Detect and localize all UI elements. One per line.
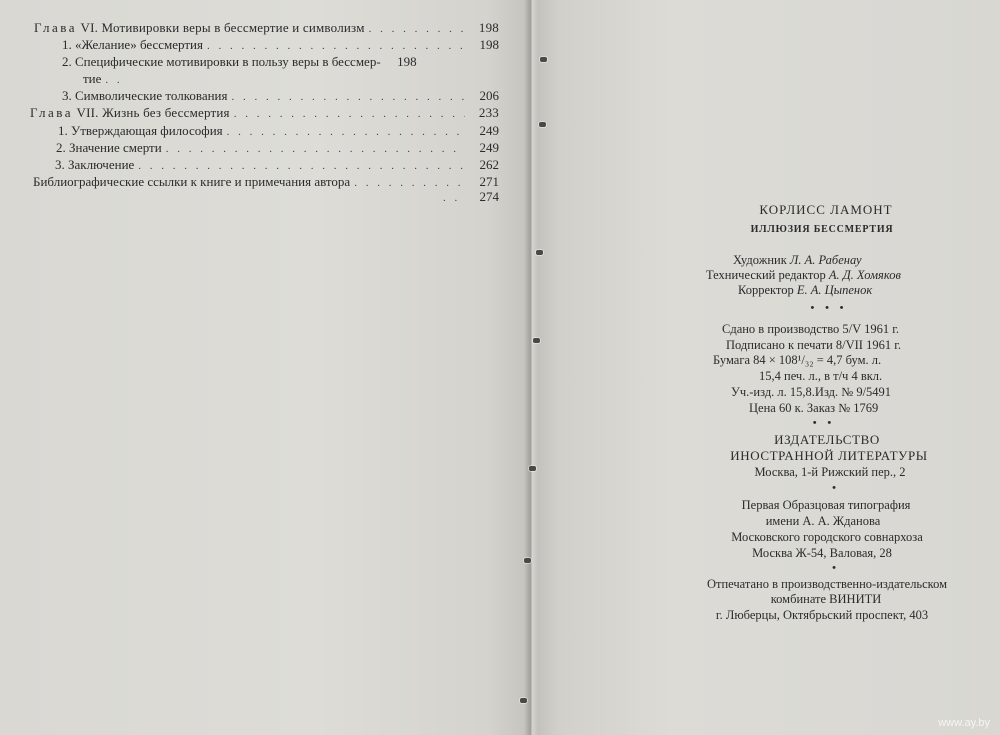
- toc-page-number: 249: [479, 140, 499, 155]
- publisher-name-line-1: ИЗДАТЕЛЬСТВО: [774, 432, 880, 447]
- imprint-print-line: Цена 60 к. Заказ № 1769: [749, 401, 879, 415]
- imprint-print-line: Уч.-изд. л. 15,8.Изд. № 9/5491: [731, 385, 892, 399]
- toc-chapter-6: [34, 20, 499, 37]
- imprint-print-line: 15,4 печ. л., в т/ч 4 вкл.: [759, 369, 883, 383]
- toc-leader: [166, 141, 465, 157]
- toc-leader: [369, 21, 465, 37]
- artist-name: Л. А. Рабенау: [789, 253, 862, 267]
- binding-stitch: [539, 122, 546, 127]
- imprint-tech-editor: [706, 268, 901, 283]
- imprint-separator: •: [832, 482, 840, 494]
- chapter-word: Глава: [34, 20, 78, 35]
- toc-leader: [207, 38, 465, 54]
- toc-entry-title: 2. Значение смерти: [56, 140, 162, 155]
- corrector-role: Корректор: [738, 283, 794, 297]
- toc-section: [62, 88, 499, 105]
- toc-leader: [231, 89, 465, 105]
- toc-entry-title: 2. Специфические мотивировки в пользу веры в бессмер-: [62, 54, 381, 69]
- binding-stitch: [520, 698, 527, 703]
- binding-stitch: [540, 57, 547, 62]
- toc-leader: [105, 72, 125, 88]
- toc-entry-title: 3. Заключение: [55, 157, 135, 172]
- typography-line: Москва Ж-54, Валовая, 28: [752, 546, 892, 560]
- toc-page-number: 198: [479, 37, 499, 52]
- imprint-author: КОРЛИСС ЛАМОНТ: [759, 202, 893, 217]
- toc-leader: [234, 106, 465, 122]
- toc-page-number: 271: [479, 174, 499, 189]
- imprint-separator: • • •: [810, 302, 848, 314]
- chapter-title: Мотивировки веры в бессмертие и символизм: [101, 20, 365, 35]
- toc-entry-title: 1. «Желание» бессмертия: [62, 37, 203, 52]
- imprint-separator: •: [832, 562, 840, 574]
- publisher-name-line-2: ИНОСТРАННОЙ ЛИТЕРАТУРЫ: [730, 448, 928, 463]
- binding-stitch: [529, 466, 536, 471]
- binding-stitch: [524, 558, 531, 563]
- toc-section: [55, 157, 499, 174]
- chapter-number: VI.: [80, 20, 99, 35]
- typography-line: Московского городского совнархоза: [731, 530, 923, 544]
- corrector-name: Е. А. Цыпенок: [796, 283, 873, 297]
- toc-page-number: 249: [479, 123, 499, 138]
- printed-at-line: комбинате ВИНИТИ: [770, 592, 882, 606]
- toc-page-number: 198: [397, 54, 417, 69]
- binding-stitch: [536, 250, 543, 255]
- tech-editor-role: Технический редактор: [706, 268, 826, 282]
- chapter-title: Жизнь без бессмертия: [102, 105, 230, 120]
- artist-role: Художник: [733, 253, 787, 267]
- imprint-book-title: ИЛЛЮЗИЯ БЕССМЕРТИЯ: [750, 224, 894, 235]
- toc-section: [58, 123, 499, 140]
- imprint-print-line: Бумага 84 × 108¹/₃₂ = 4,7 бум. л.: [713, 353, 882, 367]
- toc-entry-title: тие: [83, 71, 102, 86]
- toc-leader: [138, 158, 465, 174]
- typography-line: имени А. А. Жданова: [765, 514, 881, 528]
- toc-entry-title: [34, 20, 365, 36]
- toc-page-number: 233: [478, 105, 499, 120]
- toc-entry-title: 1. Утверждающая философия: [58, 123, 223, 138]
- chapter-number: VII.: [76, 105, 99, 120]
- imprint-print-line: Сдано в производство 5/V 1961 г.: [722, 322, 900, 336]
- imprint-separator: • •: [812, 417, 836, 429]
- imprint-corrector: [738, 283, 872, 298]
- printed-at-line: Отпечатано в производственно-издательском: [706, 577, 948, 591]
- toc-section: [62, 37, 499, 54]
- toc-bibliography-extra-page: [33, 189, 499, 206]
- toc-chapter-7: [30, 105, 499, 122]
- toc-leader: [227, 124, 465, 140]
- binding-stitch: [533, 338, 540, 343]
- toc-section-continuation: [83, 71, 499, 88]
- toc-entry-title: 3. Символические толкования: [62, 88, 228, 103]
- toc-section: [62, 54, 499, 70]
- tech-editor-name: А. Д. Хомяков: [828, 268, 901, 282]
- toc-page-number: 206: [479, 88, 499, 103]
- chapter-word: Глава: [30, 105, 74, 120]
- book-gutter: [524, 0, 538, 735]
- printed-at-line: г. Люберцы, Октябрьский проспект, 403: [715, 608, 929, 622]
- imprint-print-line: Подписано к печати 8/VII 1961 г.: [726, 338, 902, 352]
- typography-line: Первая Образцовая типография: [741, 498, 911, 512]
- watermark: www.ay.by: [938, 717, 990, 729]
- toc-entry-title: [30, 105, 230, 121]
- imprint-artist: [733, 253, 862, 268]
- toc-page-number: 274: [479, 189, 499, 204]
- toc-leader: [443, 190, 465, 206]
- toc-entry-title: Библиографические ссылки к книге и примечания автора: [33, 174, 351, 189]
- publisher-address: Москва, 1-й Рижский пер., 2: [754, 465, 906, 479]
- toc-page-number: 262: [479, 157, 499, 172]
- toc-page-number: 198: [478, 20, 499, 35]
- toc-section: [56, 140, 499, 157]
